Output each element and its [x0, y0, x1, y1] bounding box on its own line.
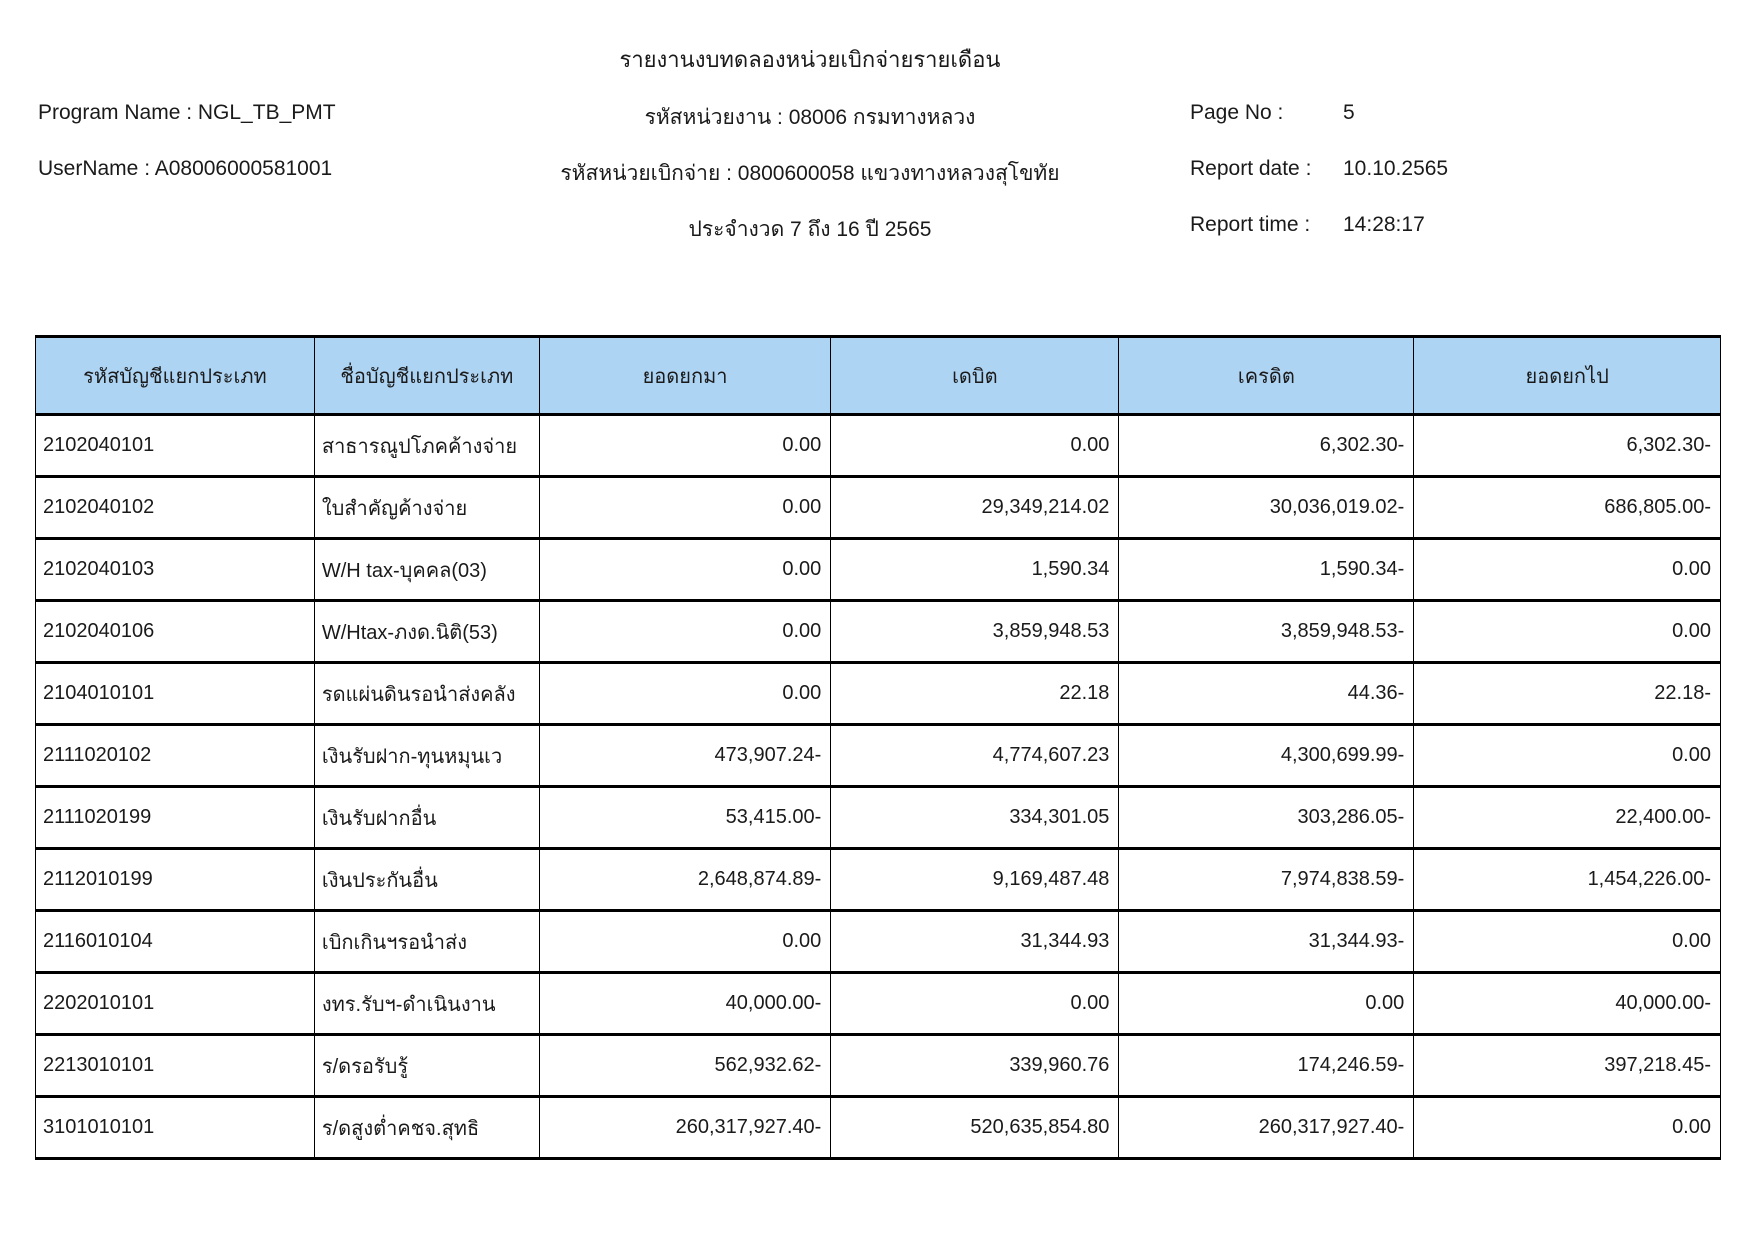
- closing-balance-cell: 22.18-: [1414, 663, 1721, 725]
- account-name-cell: สาธารณูปโภคค้างจ่าย: [314, 415, 539, 477]
- debit-cell: 0.00: [831, 415, 1119, 477]
- credit-cell: 303,286.05-: [1119, 787, 1414, 849]
- credit-cell: 7,974,838.59-: [1119, 849, 1414, 911]
- table-row: [36, 1097, 1721, 1159]
- opening-balance-cell: 0.00: [539, 477, 831, 539]
- credit-cell: 3,859,948.53-: [1119, 601, 1414, 663]
- table-row: [36, 539, 1721, 601]
- trial-balance-table: [35, 335, 1721, 1160]
- account-code-cell: 2111020199: [36, 787, 315, 849]
- account-name-cell: เงินประกันอื่น: [314, 849, 539, 911]
- closing-balance-cell: 0.00: [1414, 601, 1721, 663]
- account-name-cell: รดแผ่นดินรอนำส่งคลัง: [314, 663, 539, 725]
- account-name-cell: เงินรับฝาก-ทุนหมุนเว: [314, 725, 539, 787]
- table-row: [36, 663, 1721, 725]
- closing-balance-cell: 397,218.45-: [1414, 1035, 1721, 1097]
- debit-cell: 9,169,487.48: [831, 849, 1119, 911]
- debit-cell: 22.18: [831, 663, 1119, 725]
- opening-balance-cell: 53,415.00-: [539, 787, 831, 849]
- opening-balance-cell: 0.00: [539, 539, 831, 601]
- account-name-cell: งทร.รับฯ-ดำเนินงาน: [314, 973, 539, 1035]
- table-row: [36, 601, 1721, 663]
- report-time-value: 14:28:17: [1343, 213, 1425, 236]
- report-title: รายงานงบทดลองหน่วยเบิกจ่ายรายเดือน: [619, 47, 1001, 72]
- debit-cell: 31,344.93: [831, 911, 1119, 973]
- debit-cell: 520,635,854.80: [831, 1097, 1119, 1159]
- credit-cell: 1,590.34-: [1119, 539, 1414, 601]
- account-code-cell: 2112010199: [36, 849, 315, 911]
- account-code-cell: 2102040102: [36, 477, 315, 539]
- account-name-cell: ร/ดรอรับรู้: [314, 1035, 539, 1097]
- account-code-cell: 2116010104: [36, 911, 315, 973]
- debit-cell: 339,960.76: [831, 1035, 1119, 1097]
- closing-balance-cell: 1,454,226.00-: [1414, 849, 1721, 911]
- account-code-cell: 3101010101: [36, 1097, 315, 1159]
- account-name-cell: เงินรับฝากอื่น: [314, 787, 539, 849]
- col-header-closing-balance: ยอดยกไป: [1414, 337, 1721, 415]
- account-code-cell: 2202010101: [36, 973, 315, 1035]
- account-name-cell: W/H tax-บุคคล(03): [314, 539, 539, 601]
- credit-cell: 0.00: [1119, 973, 1414, 1035]
- account-name-cell: ร/ดสูงต่ำคชจ.สุทธิ: [314, 1097, 539, 1159]
- col-header-opening-balance: ยอดยกมา: [539, 337, 831, 415]
- closing-balance-cell: 0.00: [1414, 725, 1721, 787]
- account-code-cell: 2111020102: [36, 725, 315, 787]
- opening-balance-cell: 473,907.24-: [539, 725, 831, 787]
- closing-balance-cell: 0.00: [1414, 1097, 1721, 1159]
- debit-cell: 0.00: [831, 973, 1119, 1035]
- credit-cell: 174,246.59-: [1119, 1035, 1414, 1097]
- table-row: [36, 787, 1721, 849]
- table-row: [36, 725, 1721, 787]
- account-name-cell: W/Htax-ภงด.นิติ(53): [314, 601, 539, 663]
- debit-cell: 334,301.05: [831, 787, 1119, 849]
- program-name-line: Program Name : NGL_TB_PMT: [38, 101, 336, 124]
- closing-balance-cell: 40,000.00-: [1414, 973, 1721, 1035]
- report-date-value: 10.10.2565: [1343, 157, 1449, 180]
- closing-balance-cell: 686,805.00-: [1414, 477, 1721, 539]
- col-header-account-code: รหัสบัญชีแยกประเภท: [36, 337, 315, 415]
- table-row: [36, 849, 1721, 911]
- opening-balance-cell: 40,000.00-: [539, 973, 831, 1035]
- credit-cell: 30,036,019.02-: [1119, 477, 1414, 539]
- opening-balance-cell: 0.00: [539, 415, 831, 477]
- debit-cell: 3,859,948.53: [831, 601, 1119, 663]
- credit-cell: 260,317,927.40-: [1119, 1097, 1414, 1159]
- page-no-value: 5: [1343, 101, 1355, 124]
- account-code-cell: 2213010101: [36, 1035, 315, 1097]
- closing-balance-cell: 0.00: [1414, 539, 1721, 601]
- account-name-cell: ใบสำคัญค้างจ่าย: [314, 477, 539, 539]
- table-row: [36, 973, 1721, 1035]
- table-row: [36, 415, 1721, 477]
- payment-unit-line: รหัสหน่วยเบิกจ่าย : 0800600058 แขวงทางหลวงสุโขทัย: [560, 162, 1060, 185]
- closing-balance-cell: 6,302.30-: [1414, 415, 1721, 477]
- opening-balance-cell: 2,648,874.89-: [539, 849, 831, 911]
- debit-cell: 29,349,214.02: [831, 477, 1119, 539]
- account-code-cell: 2102040101: [36, 415, 315, 477]
- account-name-cell: เบิกเกินฯรอนำส่ง: [314, 911, 539, 973]
- opening-balance-cell: 0.00: [539, 911, 831, 973]
- col-header-credit: เครดิต: [1119, 337, 1414, 415]
- table-row: [36, 477, 1721, 539]
- col-header-account-name: ชื่อบัญชีแยกประเภท: [314, 337, 539, 415]
- credit-cell: 31,344.93-: [1119, 911, 1414, 973]
- table-row: [36, 1035, 1721, 1097]
- debit-cell: 4,774,607.23: [831, 725, 1119, 787]
- period-line: ประจำงวด 7 ถึง 16 ปี 2565: [688, 218, 932, 241]
- account-code-cell: 2104010101: [36, 663, 315, 725]
- username-line: UserName : A08006000581001: [38, 157, 333, 180]
- opening-balance-cell: 0.00: [539, 663, 831, 725]
- credit-cell: 44.36-: [1119, 663, 1414, 725]
- credit-cell: 4,300,699.99-: [1119, 725, 1414, 787]
- credit-cell: 6,302.30-: [1119, 415, 1414, 477]
- table-row: [36, 911, 1721, 973]
- closing-balance-cell: 0.00: [1414, 911, 1721, 973]
- closing-balance-cell: 22,400.00-: [1414, 787, 1721, 849]
- opening-balance-cell: 562,932.62-: [539, 1035, 831, 1097]
- report-time-label: Report time :: [1190, 213, 1311, 236]
- opening-balance-cell: 260,317,927.40-: [539, 1097, 831, 1159]
- account-code-cell: 2102040103: [36, 539, 315, 601]
- debit-cell: 1,590.34: [831, 539, 1119, 601]
- report-date-label: Report date :: [1190, 157, 1312, 180]
- page-no-label: Page No :: [1190, 101, 1284, 124]
- agency-code-line: รหัสหน่วยงาน : 08006 กรมทางหลวง: [644, 106, 976, 129]
- table-header-row: [36, 337, 1721, 415]
- opening-balance-cell: 0.00: [539, 601, 831, 663]
- col-header-debit: เดบิต: [831, 337, 1119, 415]
- account-code-cell: 2102040106: [36, 601, 315, 663]
